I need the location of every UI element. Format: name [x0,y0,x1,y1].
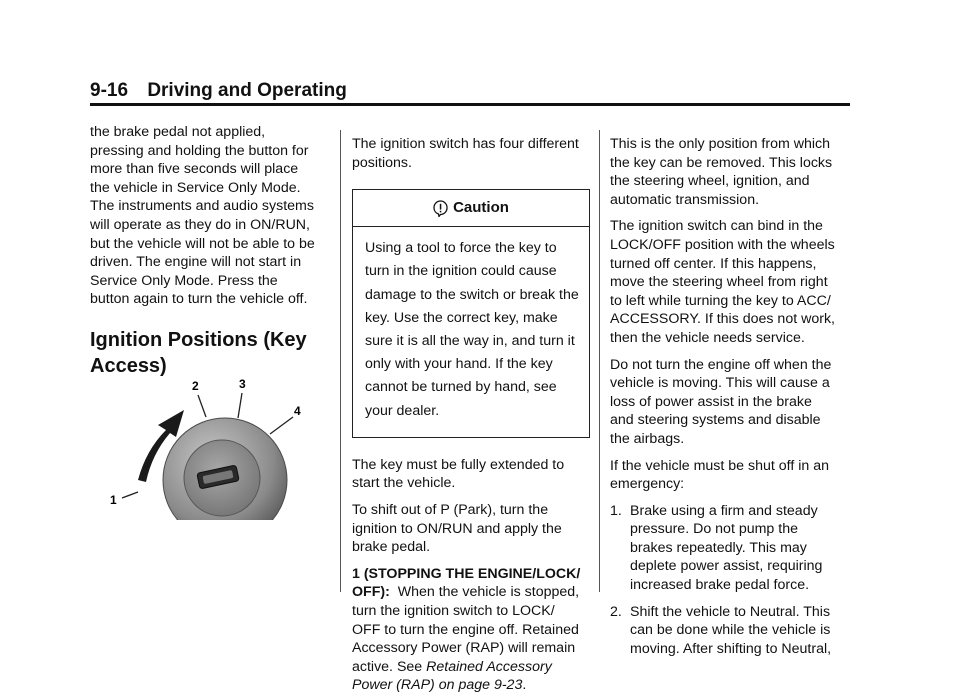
position-1-tick [122,492,138,498]
text-line: OFF to turn the engine off. Retained [352,621,579,638]
caution-header [353,190,589,227]
text-line: positions. [352,154,412,171]
position-2-tick [198,395,206,417]
step-text [630,502,822,595]
position-heading: 1 (STOPPING THE ENGINE/LOCK/ [352,565,581,582]
emergency-steps-list [610,502,855,659]
paragraph [610,135,855,209]
text-line: but the vehicle will not be able to be [90,235,315,252]
caution-title: Caution [453,198,509,216]
page-header [90,80,347,102]
text-line: LOCK/OFF position with the wheels [610,236,835,253]
page-number: 9-16 [90,80,129,101]
text-line: brakes repeatedly. This may [630,539,807,556]
text-line: The key must be fully extended to [352,456,565,473]
text-line: more than five seconds will place [90,161,299,178]
position-heading: OFF): [352,584,390,601]
text-line: start the vehicle. [352,475,456,492]
text-run: . [522,677,527,694]
text-line: damage to the switch or break the [365,286,579,303]
text-run: When the vehicle is stopped, [389,584,580,601]
text-line: sure it is all the way in, and turn it [365,333,575,349]
text-line: turned off center. If this happens, [610,255,817,272]
text-line: The instruments and audio systems [90,198,314,215]
column-divider-2 [599,130,600,592]
paragraph [610,457,855,494]
text-line: Do not turn the engine off when the [610,356,832,373]
column-3 [610,135,855,666]
step-number: 2. [610,603,622,620]
position-3-tick [238,393,242,418]
paragraph [352,501,590,557]
text-line: deplete power assist, requiring [630,558,823,575]
text-line: The ignition switch has four different [352,136,579,152]
text-line: ignition to ON/RUN and apply the [352,520,562,537]
text-line: the airbags. [610,430,685,447]
position-4-label: 4 [294,404,301,418]
text-line: vehicle is moving. This will cause a [610,375,830,392]
paragraph [610,356,855,449]
paragraph [352,135,590,172]
position-1-label: 1 [110,493,117,507]
paragraph [90,123,330,309]
text-line: moving. After shifting to Neutral, [630,640,832,657]
paragraph [352,456,590,493]
text-line: then the vehicle needs service. [610,329,805,346]
column-1 [90,123,330,379]
ignition-switch-diagram [100,370,330,520]
text-line: the key can be removed. This locks [610,154,833,171]
header-rule [90,103,850,106]
column-2 [352,135,590,695]
text-line: To shift out of P (Park), turn the [352,502,549,518]
text-line: increased brake pedal force. [630,577,810,594]
text-line: the brake pedal not applied, [90,124,266,140]
text-line: emergency: [610,476,685,493]
text-line: can be done while the vehicle is [630,622,831,639]
warning-icon [433,200,448,217]
paragraph [352,565,590,695]
text-line: move the steering wheel from right [610,274,828,291]
text-line: If the vehicle must be shut off in an [610,457,829,474]
text-line: pressure. Do not pump the [630,521,798,538]
text-line: the vehicle in Service Only Mode. [90,179,301,196]
text-line: your dealer. [365,402,440,419]
caution-box [352,189,590,438]
text-run: active. See [352,658,427,675]
text-line: This is the only position from which [610,136,830,152]
step-text [630,603,831,659]
text-line: and steering systems and disable [610,412,821,429]
heading-line: Ignition Positions (Key [90,328,307,351]
text-line: the steering wheel, ignition, and [610,173,810,190]
text-line: Using a tool to force the key to [365,240,557,257]
heading-line: Access) [90,354,167,377]
text-line: automatic transmission. [610,191,760,208]
list-item [610,502,855,595]
text-line: Accessory Power (RAP) will remain [352,640,576,657]
text-line: key. Use the correct key, make [365,309,558,326]
text-line: Brake using a firm and steady [630,502,818,519]
cross-reference-link[interactable]: Retained Accessory [426,658,552,675]
text-line: pressing and holding the button for [90,142,309,159]
text-line: will operate as they do in ON/RUN, [90,216,310,233]
text-line: button again to turn the vehicle off. [90,291,308,308]
position-3-label: 3 [239,377,246,391]
text-line: to left while turning the key to ACC/ [610,292,831,309]
text-line: turn the ignition switch to LOCK/ [352,602,555,619]
text-line: loss of power assist in the brake [610,393,812,410]
text-line: brake pedal. [352,539,431,556]
text-line: cannot be turned by hand, see [365,379,557,396]
position-2-label: 2 [192,379,199,393]
caution-body [353,227,589,437]
step-number: 1. [610,502,622,519]
text-line: ACCESSORY. If this does not work, [610,311,835,328]
chapter-title: Driving and Operating [147,80,347,101]
text-line: only with your hand. If the key [365,356,553,373]
text-line: The ignition switch can bind in the [610,218,823,235]
paragraph [610,217,855,347]
list-item [610,603,855,659]
text-line: driven. The engine will not start in [90,254,302,271]
text-line: Service Only Mode. Press the [90,272,278,289]
position-4-tick [270,417,293,434]
text-line: turn in the ignition could cause [365,263,557,280]
cross-reference-link[interactable]: Power (RAP) on page 9-23 [352,677,523,694]
text-line: Shift the vehicle to Neutral. This [630,603,831,620]
column-divider-1 [340,130,341,592]
